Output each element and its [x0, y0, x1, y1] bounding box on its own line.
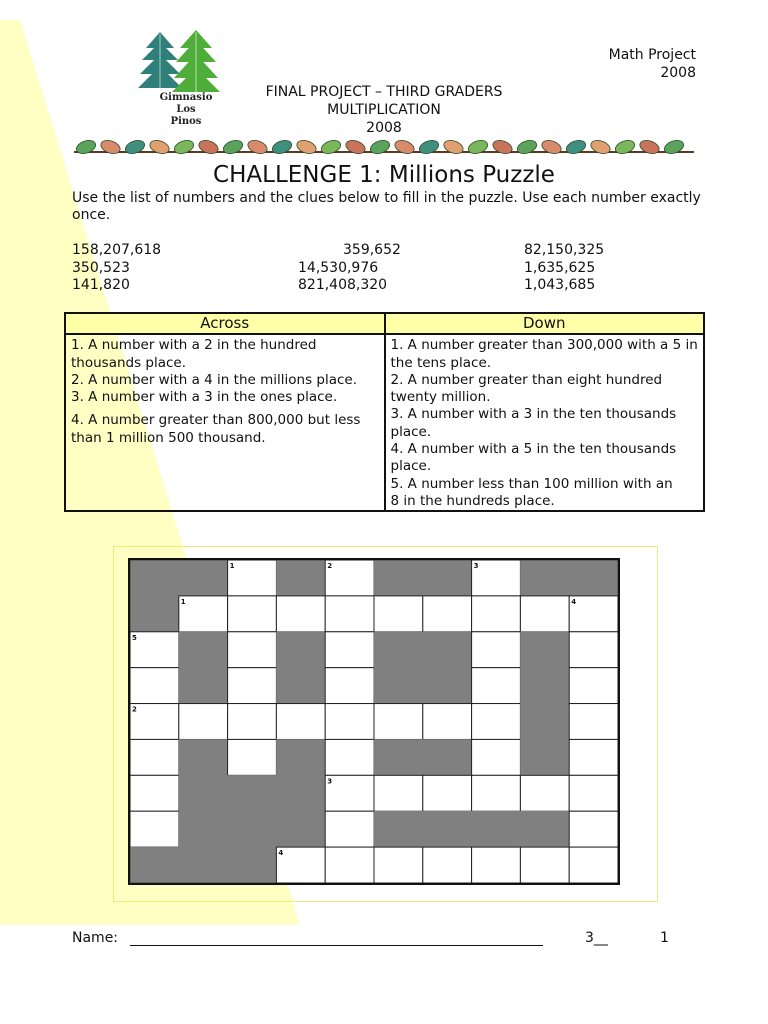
- answer-cell[interactable]: [569, 596, 618, 632]
- clue-number-label: 4: [278, 849, 284, 858]
- leaf-ornament: [614, 138, 637, 156]
- down-clue: 8 in the hundreds place.: [390, 492, 555, 509]
- leaf-ornament: [491, 138, 514, 156]
- answer-cell[interactable]: [276, 847, 325, 883]
- answer-cell[interactable]: [520, 596, 569, 632]
- crossword-grid: [128, 558, 620, 885]
- score-field: 3__: [585, 930, 608, 946]
- number-list: [72, 242, 702, 296]
- answer-cell[interactable]: [325, 775, 374, 811]
- leaf-ornament: [222, 138, 245, 156]
- answer-cell[interactable]: [228, 704, 277, 740]
- leaf-ornament: [320, 138, 343, 156]
- answer-cell[interactable]: [179, 704, 228, 740]
- answer-cell[interactable]: [374, 847, 423, 883]
- answer-cell[interactable]: [130, 775, 179, 811]
- number-item: 350,523: [72, 259, 130, 276]
- answer-cell[interactable]: [569, 739, 618, 775]
- down-clue: 4. A number with a 5 in the ten thousands place.: [390, 441, 677, 475]
- blocked-cell: [228, 847, 277, 883]
- blocked-cell: [179, 560, 228, 596]
- course-info-line: 2008: [660, 65, 696, 81]
- blocked-cell: [276, 811, 325, 847]
- leaf-ornament: [418, 138, 441, 156]
- blocked-cell: [179, 739, 228, 775]
- leaf-ornament: [638, 138, 661, 156]
- down-clue: 2. A number greater than eight hundred twenty million.: [390, 371, 663, 406]
- blocked-cell: [276, 775, 325, 811]
- leaf-ornament: [467, 138, 490, 156]
- across-clue: 1. A number with a 2 in the hundred thousands place.: [71, 337, 317, 371]
- blocked-cell: [520, 811, 569, 847]
- number-item: 1,043,685: [524, 277, 596, 293]
- leaf-ornament: [173, 138, 196, 156]
- blocked-cell: [276, 668, 325, 704]
- leaf-ornament: [589, 138, 612, 156]
- school-name: [150, 92, 222, 128]
- number-item: 1,635,625: [524, 259, 596, 276]
- blocked-cell: [276, 739, 325, 775]
- answer-cell[interactable]: [520, 847, 569, 883]
- answer-cell[interactable]: [374, 596, 423, 632]
- leaf-ornament: [271, 138, 294, 156]
- blocked-cell: [374, 668, 423, 704]
- answer-cell[interactable]: [569, 811, 618, 847]
- blocked-cell: [423, 560, 472, 596]
- leaf-ornament: [369, 138, 392, 156]
- leaf-ornament: [442, 138, 465, 156]
- page-number: 1: [660, 930, 669, 946]
- blocked-cell: [423, 668, 472, 704]
- blocked-cell: [520, 704, 569, 740]
- clue-number-label: 2: [327, 562, 333, 570]
- project-heading-line: MULTIPLICATION: [327, 102, 441, 118]
- answer-cell[interactable]: [472, 704, 521, 740]
- answer-cell[interactable]: [325, 847, 374, 883]
- answer-cell[interactable]: [423, 704, 472, 740]
- number-item: 14,530,976: [298, 259, 379, 276]
- across-clue: 3. A number with a 3 in the ones place.: [71, 389, 338, 406]
- answer-cell[interactable]: [472, 739, 521, 775]
- blocked-cell: [130, 596, 179, 632]
- blocked-cell: [520, 668, 569, 704]
- clue-number-label: 5: [132, 633, 137, 642]
- number-item: 82,150,325: [524, 242, 605, 258]
- answer-cell[interactable]: [569, 632, 618, 668]
- number-item: 158,207,618: [72, 242, 162, 258]
- number-item: 141,820: [72, 277, 130, 293]
- course-info-line: Math Project: [608, 47, 696, 63]
- answer-cell[interactable]: [472, 668, 521, 704]
- across-clues: [65, 334, 385, 511]
- answer-cell[interactable]: [472, 632, 521, 668]
- clue-number-label: 3: [473, 562, 479, 570]
- answer-cell[interactable]: [569, 775, 618, 811]
- blocked-cell: [130, 560, 179, 596]
- answer-cell[interactable]: [179, 596, 228, 632]
- blocked-cell: [179, 775, 228, 811]
- project-heading: [234, 83, 534, 137]
- leaf-ornament: [663, 138, 686, 156]
- blocked-cell: [276, 632, 325, 668]
- blocked-cell: [520, 632, 569, 668]
- answer-cell[interactable]: [374, 775, 423, 811]
- leaf-ornament: [124, 138, 147, 156]
- school-name-line: Los: [176, 104, 196, 115]
- leaf-ornament: [148, 138, 171, 156]
- across-clue: 4. A number greater than 800,000 but less than 1 million 500 thousand.: [71, 412, 361, 446]
- answer-cell[interactable]: [228, 632, 277, 668]
- blocked-cell: [374, 739, 423, 775]
- answer-cell[interactable]: [228, 560, 277, 596]
- blocked-cell: [520, 560, 569, 596]
- answer-cell[interactable]: [472, 847, 521, 883]
- leaf-ornament: [565, 138, 588, 156]
- blocked-cell: [472, 811, 521, 847]
- leaf-ornament: [344, 138, 367, 156]
- answer-cell[interactable]: [130, 632, 179, 668]
- answer-cell[interactable]: [325, 668, 374, 704]
- blocked-cell: [520, 739, 569, 775]
- answer-cell[interactable]: [569, 668, 618, 704]
- blocked-cell: [179, 632, 228, 668]
- answer-cell[interactable]: [472, 560, 521, 596]
- answer-cell[interactable]: [325, 632, 374, 668]
- clues-table: [64, 312, 705, 512]
- clue-number-label: 4: [571, 597, 577, 606]
- answer-cell[interactable]: [325, 811, 374, 847]
- clue-number-label: 3: [327, 777, 333, 786]
- leaf-ornament: [75, 138, 98, 156]
- answer-cell[interactable]: [325, 739, 374, 775]
- answer-cell[interactable]: [325, 560, 374, 596]
- answer-cell[interactable]: [276, 704, 325, 740]
- clue-number-label: 2: [132, 705, 137, 714]
- answer-cell[interactable]: [130, 739, 179, 775]
- down-clue: 3. A number with a 3 in the ten thousands place.: [390, 406, 677, 440]
- down-clues: [385, 334, 705, 511]
- answer-cell[interactable]: [472, 775, 521, 811]
- blocked-cell: [276, 560, 325, 596]
- across-header: Across: [65, 313, 385, 334]
- blocked-cell: [423, 632, 472, 668]
- instructions: Use the list of numbers and the clues below to fill in the puzzle. Use each number exactly once.: [72, 190, 701, 223]
- answer-cell[interactable]: [520, 775, 569, 811]
- answer-cell[interactable]: [130, 668, 179, 704]
- answer-cell[interactable]: [228, 668, 277, 704]
- answer-cell[interactable]: [325, 596, 374, 632]
- answer-cell[interactable]: [569, 847, 618, 883]
- leaf-ornament: [540, 138, 563, 156]
- answer-cell[interactable]: [423, 847, 472, 883]
- answer-cell[interactable]: [228, 596, 277, 632]
- leaf-ornament: [197, 138, 220, 156]
- blocked-cell: [374, 560, 423, 596]
- blocked-cell: [374, 632, 423, 668]
- blocked-cell: [179, 811, 228, 847]
- blocked-cell: [423, 739, 472, 775]
- answer-cell[interactable]: [325, 704, 374, 740]
- blocked-cell: [179, 668, 228, 704]
- leaf-ornament: [516, 138, 539, 156]
- blocked-cell: [374, 811, 423, 847]
- leaf-ornament: [99, 138, 122, 156]
- blocked-cell: [130, 847, 179, 883]
- clue-number-label: 1: [229, 562, 235, 570]
- across-clue: 2. A number with a 4 in the millions place.: [71, 371, 358, 388]
- blocked-cell: [569, 560, 618, 596]
- down-clue: 1. A number greater than 300,000 with a 5 in the tens place.: [390, 337, 698, 371]
- number-item: 359,652: [343, 242, 401, 258]
- answer-cell[interactable]: [130, 704, 179, 740]
- page-title: CHALLENGE 1: Millions Puzzle: [213, 162, 555, 188]
- name-input-line[interactable]: [130, 945, 543, 946]
- school-name-line: Gimnasio: [159, 92, 213, 103]
- answer-cell[interactable]: [569, 704, 618, 740]
- school-name-line: Pinos: [170, 116, 202, 127]
- answer-cell[interactable]: [228, 739, 277, 775]
- project-heading-line: 2008: [366, 120, 402, 136]
- down-clue: 5. A number less than 100 million with an: [390, 475, 673, 492]
- blocked-cell: [179, 847, 228, 883]
- answer-cell[interactable]: [423, 596, 472, 632]
- project-heading-line: FINAL PROJECT – THIRD GRADERS: [265, 84, 503, 100]
- course-info: [609, 46, 696, 82]
- answer-cell[interactable]: [374, 704, 423, 740]
- leaf-ornament: [295, 138, 318, 156]
- down-header: Down: [385, 313, 705, 334]
- answer-cell[interactable]: [472, 596, 521, 632]
- leaf-border-decoration: [74, 134, 694, 162]
- blocked-cell: [423, 811, 472, 847]
- answer-cell[interactable]: [276, 596, 325, 632]
- answer-cell[interactable]: [130, 811, 179, 847]
- name-label: Name:: [72, 930, 119, 946]
- number-item: 821,408,320: [298, 277, 388, 293]
- leaf-ornament: [246, 138, 269, 156]
- blocked-cell: [228, 811, 277, 847]
- clue-number-label: 1: [180, 597, 186, 606]
- answer-cell[interactable]: [423, 775, 472, 811]
- blocked-cell: [228, 775, 277, 811]
- leaf-ornament: [393, 138, 416, 156]
